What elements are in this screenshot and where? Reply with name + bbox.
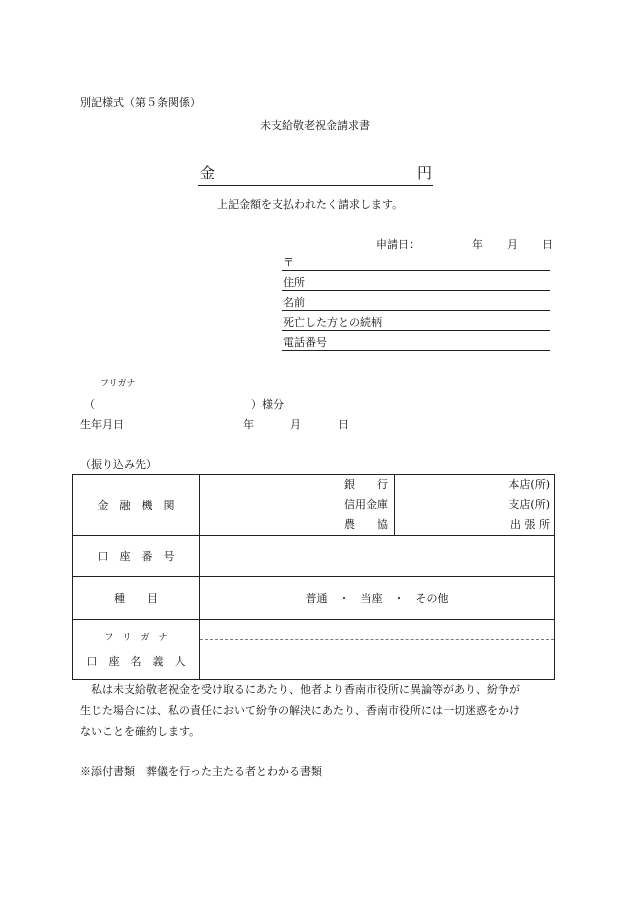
- address-field[interactable]: [282, 277, 550, 291]
- main-branch-option: 本店(所): [508, 478, 550, 491]
- deceased-paren-open: （: [84, 398, 95, 411]
- application-day: 日: [542, 238, 553, 251]
- holder-name-label: 口 座 名 義 人: [86, 655, 186, 668]
- deceased-furigana-label: フリガナ: [100, 379, 136, 389]
- bank-type-option: 銀 行: [344, 478, 388, 491]
- nokyo-type-option: 農 協: [344, 518, 388, 531]
- amount-statement: 上記金額を支払われたく請求します。: [217, 198, 404, 211]
- name-label: 名前: [283, 296, 305, 309]
- form-number: 別記様式（第５条関係）: [80, 96, 201, 109]
- holder-furigana-divider: [200, 639, 554, 640]
- bank-section-label: （振り込み先）: [80, 458, 157, 471]
- pledge-line-1: 私は未支給敬老祝金を受け取るにあたり、他者より香南市役所に異論等があり、紛争が: [80, 683, 520, 696]
- bank-transfer-table: [72, 474, 555, 680]
- relationship-field[interactable]: [282, 317, 550, 331]
- phone-label: 電話番号: [283, 336, 327, 349]
- application-year: 年: [472, 238, 483, 251]
- pledge-line-3: ないことを確約します。: [80, 725, 201, 738]
- account-holder-label-cell: [73, 620, 200, 680]
- branch-type-cell[interactable]: [395, 475, 555, 536]
- account-number-field[interactable]: [200, 536, 555, 577]
- address-label: 住所: [283, 276, 305, 289]
- account-number-label: 口 座 番 号: [73, 536, 200, 577]
- account-category-options[interactable]: 普通 ・ 当座 ・ その他: [200, 577, 555, 620]
- shinkin-type-option: 信用金庫: [344, 498, 388, 511]
- branch-option: 支店(所): [508, 498, 550, 511]
- holder-furigana-label: フ リ ガ ナ: [104, 633, 168, 643]
- postal-code-field[interactable]: [282, 257, 550, 271]
- institution-type-cell[interactable]: [200, 475, 395, 536]
- application-date-label: 申請日：: [376, 238, 420, 251]
- dob-day: 日: [338, 418, 349, 431]
- dob-year: 年: [243, 418, 254, 431]
- sub-branch-option: 出 張 所: [510, 518, 550, 531]
- postal-code-label: 〒: [283, 256, 294, 269]
- document-title: 未支給敬老祝金請求書: [260, 119, 370, 132]
- institution-label: 金 融 機 関: [73, 475, 200, 536]
- phone-field[interactable]: [282, 337, 550, 351]
- attachment-note: ※添付書類 葬儀を行った主たる者とわかる書類: [80, 765, 322, 778]
- dob-label: 生年月日: [80, 418, 124, 431]
- name-field[interactable]: [282, 297, 550, 311]
- pledge-line-2: 生じた場合には、私の責任において紛争の解決にあたり、香南市役所には一切迷惑をかけ: [80, 704, 520, 717]
- relationship-label: 死亡した方との続柄: [283, 316, 382, 329]
- amount-underline: [198, 185, 433, 186]
- application-month: 月: [507, 238, 518, 251]
- deceased-name-suffix: ）様分: [251, 398, 284, 411]
- amount-suffix: 円: [417, 164, 433, 182]
- dob-month: 月: [290, 418, 301, 431]
- account-holder-field[interactable]: [200, 620, 555, 680]
- account-category-label: 種 目: [73, 577, 200, 620]
- amount-prefix: 金: [200, 164, 216, 182]
